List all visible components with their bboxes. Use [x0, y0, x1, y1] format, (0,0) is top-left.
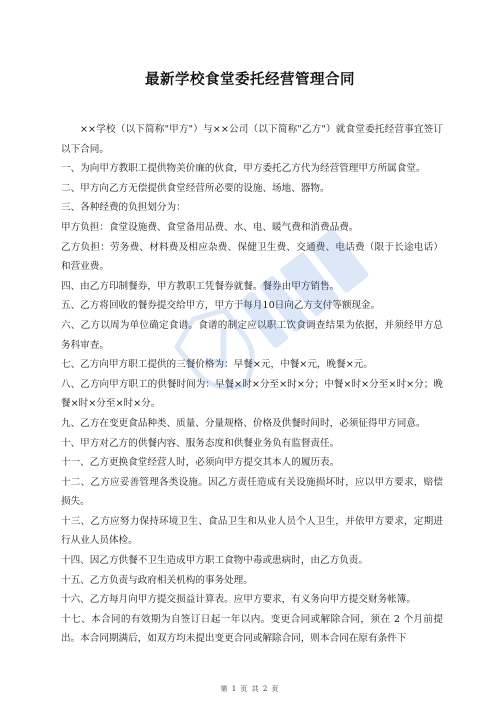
clause-12: 十二、乙方应妥善管理各类设施。因乙方责任造成有关设施损坏时，应以甲方要求，赔偿损失。 [61, 476, 443, 508]
clause-14: 十四、因乙方供餐不卫生造成甲方职工食物中毒或患病时，由乙方负责。 [61, 555, 368, 567]
clause-6: 六、乙方以周为单位确定食谱。食谱的制定应以职工饮食调查结果为依据，并须经甲方总务科审查。 [61, 319, 443, 351]
clause-7: 七、乙方向甲方职工提供的三餐价格为：早餐×元，中餐×元，晚餐×元。 [61, 359, 373, 371]
clause-2: 二、甲方向乙方无偿提供食堂经营所必要的设施、场地、器物。 [61, 182, 330, 194]
clause-15: 十五、乙方负责与政府相关机构的事务处理。 [61, 574, 253, 586]
clause-5: 五、乙方将回收的餐券提交给甲方，甲方于每月10日向乙方支付等额现金。 [61, 300, 381, 312]
contract-intro: ××学校（以下简称"甲方"）与××公司（以下简称"乙方"）就食堂委托经营事宜签订以下合同。 [61, 124, 443, 155]
clause-3-party-b-costs: 乙方负担：劳务费、材料费及相应杂费、保健卫生费、交通费、电话费（限于长途电话）和营业费。 [61, 241, 443, 273]
clause-17: 十七、本合同的有效期为自签订日起一年以内。变更合同或解除合同，须在 2 个月前提出。本合同期满后，如双方均未提出变更合同或解除合同，则本合同在原有条件下 [61, 613, 443, 645]
clause-3: 三、各种经费的负担划分为： [61, 202, 186, 214]
page-number-footer: 第 1 页 共 2 页 [220, 685, 280, 693]
clause-16: 十六、乙方每月向甲方提交损益计算表。应甲方要求，有义务向甲方提交财务帐簿。 [61, 594, 416, 606]
clause-3-party-a-costs: 甲方负担：食堂设施费、食堂备用品费、水、电、暖气费和消费品费。 [61, 221, 359, 233]
clause-9: 九、乙方在变更食品种类、质量、分量规格、价格及供餐时间时，必须征得甲方同意。 [61, 417, 426, 429]
clause-1: 一、为向甲方教职工提供物美价廉的伙食，甲方委托乙方代为经营管理甲方所属食堂。 [61, 163, 426, 175]
clause-11: 十一、乙方更换食堂经营人时，必须向甲方提交其本人的履历表。 [61, 457, 340, 469]
clause-8: 八、乙方向甲方职工的供餐时间为：早餐×时×分至×时×分；中餐×时×分至×时×分；晚餐×时×分至×时×分。 [61, 378, 443, 410]
document-title: 最新学校食堂委托经营管理合同 [145, 72, 355, 88]
document-body [61, 120, 443, 649]
clause-13: 十三、乙方应努力保持环境卫生、食品卫生和从业人员个人卫生，并依甲方要求，定期进行从业人员体检。 [61, 515, 443, 547]
clause-10: 十、甲方对乙方的供餐内容、服务态度和供餐业务负有监督责任。 [61, 437, 340, 449]
clause-4: 四、由乙方印制餐券，甲方教职工凭餐券就餐。餐券由甲方销售。 [61, 280, 340, 292]
